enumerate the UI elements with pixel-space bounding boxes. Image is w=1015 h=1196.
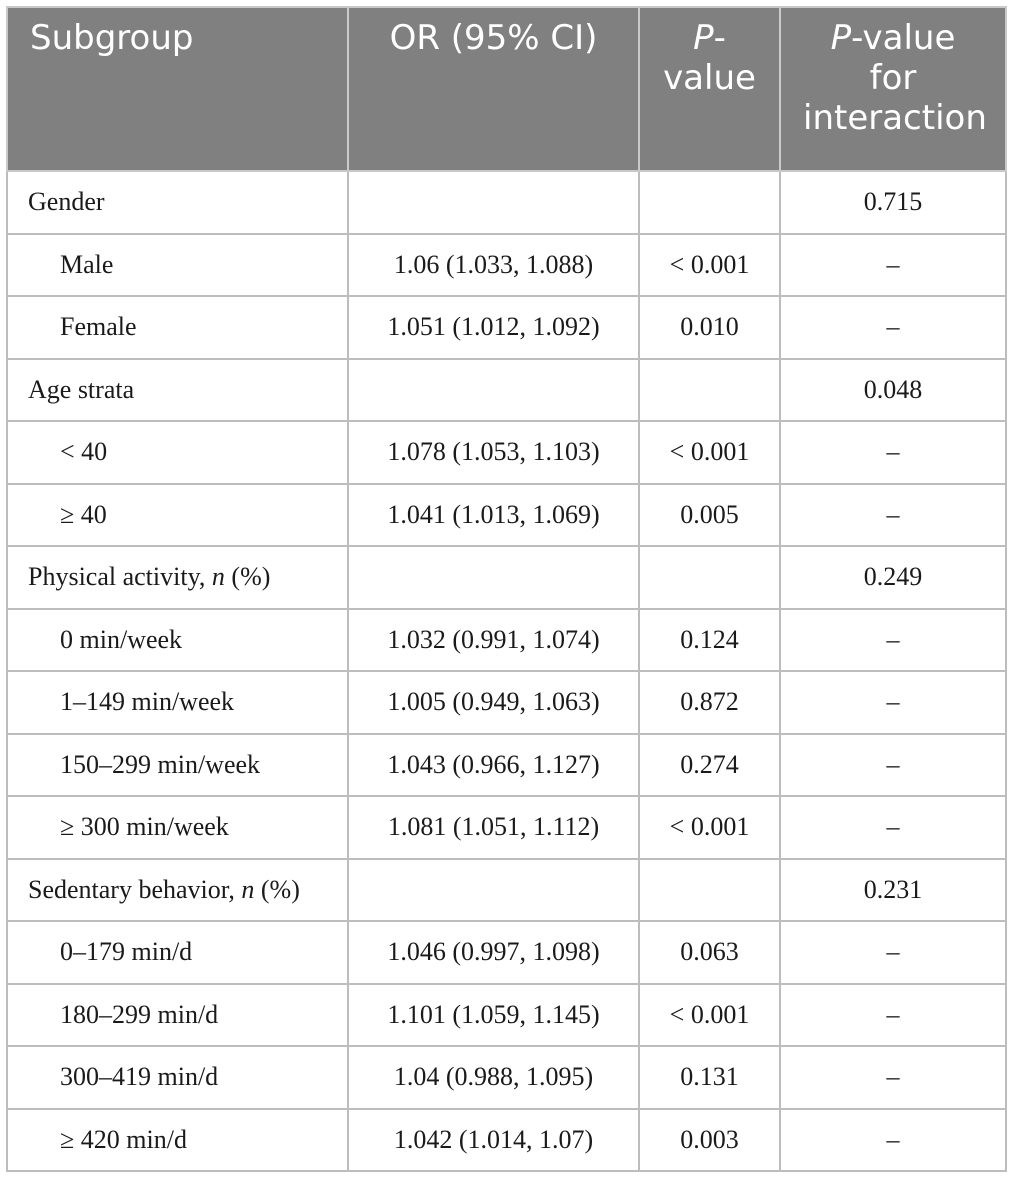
or-cell: 1.078 (1.053, 1.103): [348, 421, 639, 484]
header-p-rest: -value: [663, 18, 756, 98]
p-value-cell: 0.131: [639, 1046, 780, 1109]
subgroup-level-cell: [7, 796, 348, 859]
row-label: 1–149 min/week: [60, 687, 235, 717]
p-interaction-cell: –: [780, 1109, 1006, 1172]
subgroup-table: [6, 6, 1007, 1172]
row-label: 300–419 min/d: [60, 1062, 219, 1092]
or-cell: 1.041 (1.013, 1.069): [348, 484, 639, 547]
subgroup-level-cell: [7, 671, 348, 734]
row-label: Male: [60, 249, 114, 279]
p-interaction-cell: –: [780, 296, 1006, 359]
header-p-italic: P: [693, 18, 714, 58]
table-row: [7, 859, 1006, 922]
p-interaction-cell: –: [780, 796, 1006, 859]
table-row: [7, 484, 1006, 547]
subgroup-level-cell: [7, 421, 348, 484]
subgroup-category-cell: [7, 359, 348, 422]
table-row: [7, 796, 1006, 859]
subgroup-level-cell: [7, 296, 348, 359]
p-interaction-cell: –: [780, 484, 1006, 547]
subgroup-level-cell: [7, 1046, 348, 1109]
row-label: ≥ 300 min/week: [60, 812, 229, 842]
table-row: [7, 1046, 1006, 1109]
p-interaction-cell: –: [780, 671, 1006, 734]
row-label: Female: [60, 312, 137, 342]
table-row: [7, 734, 1006, 797]
p-value-cell: [639, 546, 780, 609]
row-label: Age strata: [28, 374, 135, 404]
table-row: [7, 1109, 1006, 1172]
subgroup-level-cell: [7, 921, 348, 984]
p-interaction-cell: –: [780, 984, 1006, 1047]
p-value-cell: < 0.001: [639, 984, 780, 1047]
p-interaction-cell: 0.231: [780, 859, 1006, 922]
row-label: Sedentary behavior,: [28, 874, 242, 904]
or-cell: 1.081 (1.051, 1.112): [348, 796, 639, 859]
p-interaction-cell: 0.715: [780, 171, 1006, 234]
subgroup-category-cell: [7, 859, 348, 922]
table-row: [7, 984, 1006, 1047]
row-label: Gender: [28, 187, 105, 217]
p-value-cell: 0.124: [639, 609, 780, 672]
header-pint-rest: -value for interaction: [803, 18, 987, 138]
p-interaction-cell: –: [780, 234, 1006, 297]
row-label: Physical activity,: [28, 562, 212, 592]
p-interaction-cell: –: [780, 921, 1006, 984]
row-label-italic: n: [211, 562, 225, 592]
or-cell: [348, 546, 639, 609]
table-row: [7, 171, 1006, 234]
row-label-suffix: (%): [254, 874, 300, 904]
p-value-cell: 0.274: [639, 734, 780, 797]
p-interaction-cell: –: [780, 1046, 1006, 1109]
row-label: 0–179 min/d: [60, 937, 193, 967]
p-value-cell: [639, 859, 780, 922]
row-label: 180–299 min/d: [60, 999, 219, 1029]
or-cell: 1.042 (1.014, 1.07): [348, 1109, 639, 1172]
or-cell: [348, 171, 639, 234]
row-label: ≥ 40: [60, 499, 107, 529]
p-value-cell: 0.063: [639, 921, 780, 984]
or-cell: 1.06 (1.033, 1.088): [348, 234, 639, 297]
subgroup-category-cell: [7, 171, 348, 234]
header-pint-italic: P: [830, 18, 852, 58]
p-interaction-cell: –: [780, 421, 1006, 484]
or-cell: 1.005 (0.949, 1.063): [348, 671, 639, 734]
or-cell: 1.043 (0.966, 1.127): [348, 734, 639, 797]
p-value-cell: < 0.001: [639, 234, 780, 297]
row-label: < 40: [60, 437, 108, 467]
subgroup-level-cell: [7, 609, 348, 672]
table-row: [7, 671, 1006, 734]
or-cell: 1.101 (1.059, 1.145): [348, 984, 639, 1047]
subgroup-level-cell: [7, 984, 348, 1047]
or-cell: 1.051 (1.012, 1.092): [348, 296, 639, 359]
table-header: [7, 7, 1006, 171]
row-label-italic: n: [241, 874, 255, 904]
or-cell: [348, 359, 639, 422]
p-interaction-cell: –: [780, 609, 1006, 672]
p-value-cell: 0.010: [639, 296, 780, 359]
table-row: [7, 296, 1006, 359]
header-subgroup: Subgroup: [7, 7, 348, 171]
header-p-interaction: [780, 7, 1006, 171]
table-row: [7, 921, 1006, 984]
p-interaction-cell: 0.048: [780, 359, 1006, 422]
subgroup-category-cell: [7, 546, 348, 609]
p-value-cell: < 0.001: [639, 796, 780, 859]
header-row: [7, 7, 1006, 171]
row-label: 0 min/week: [60, 624, 183, 654]
subgroup-level-cell: [7, 1109, 348, 1172]
p-interaction-cell: 0.249: [780, 546, 1006, 609]
p-value-cell: [639, 171, 780, 234]
table-body: [7, 171, 1006, 1171]
row-label: 150–299 min/week: [60, 749, 261, 779]
or-cell: [348, 859, 639, 922]
p-value-cell: [639, 359, 780, 422]
or-cell: 1.046 (0.997, 1.098): [348, 921, 639, 984]
header-or: OR (95% CI): [348, 7, 639, 171]
or-cell: 1.032 (0.991, 1.074): [348, 609, 639, 672]
table-row: [7, 546, 1006, 609]
header-p-value: [639, 7, 780, 171]
table-row: [7, 609, 1006, 672]
subgroup-level-cell: [7, 734, 348, 797]
p-value-cell: 0.003: [639, 1109, 780, 1172]
table-row: [7, 421, 1006, 484]
p-value-cell: 0.872: [639, 671, 780, 734]
row-label: ≥ 420 min/d: [60, 1124, 187, 1154]
p-value-cell: 0.005: [639, 484, 780, 547]
table-row: [7, 359, 1006, 422]
or-cell: 1.04 (0.988, 1.095): [348, 1046, 639, 1109]
subgroup-level-cell: [7, 484, 348, 547]
row-label-suffix: (%): [224, 562, 271, 592]
table-row: [7, 234, 1006, 297]
p-value-cell: < 0.001: [639, 421, 780, 484]
subgroup-level-cell: [7, 234, 348, 297]
p-interaction-cell: –: [780, 734, 1006, 797]
